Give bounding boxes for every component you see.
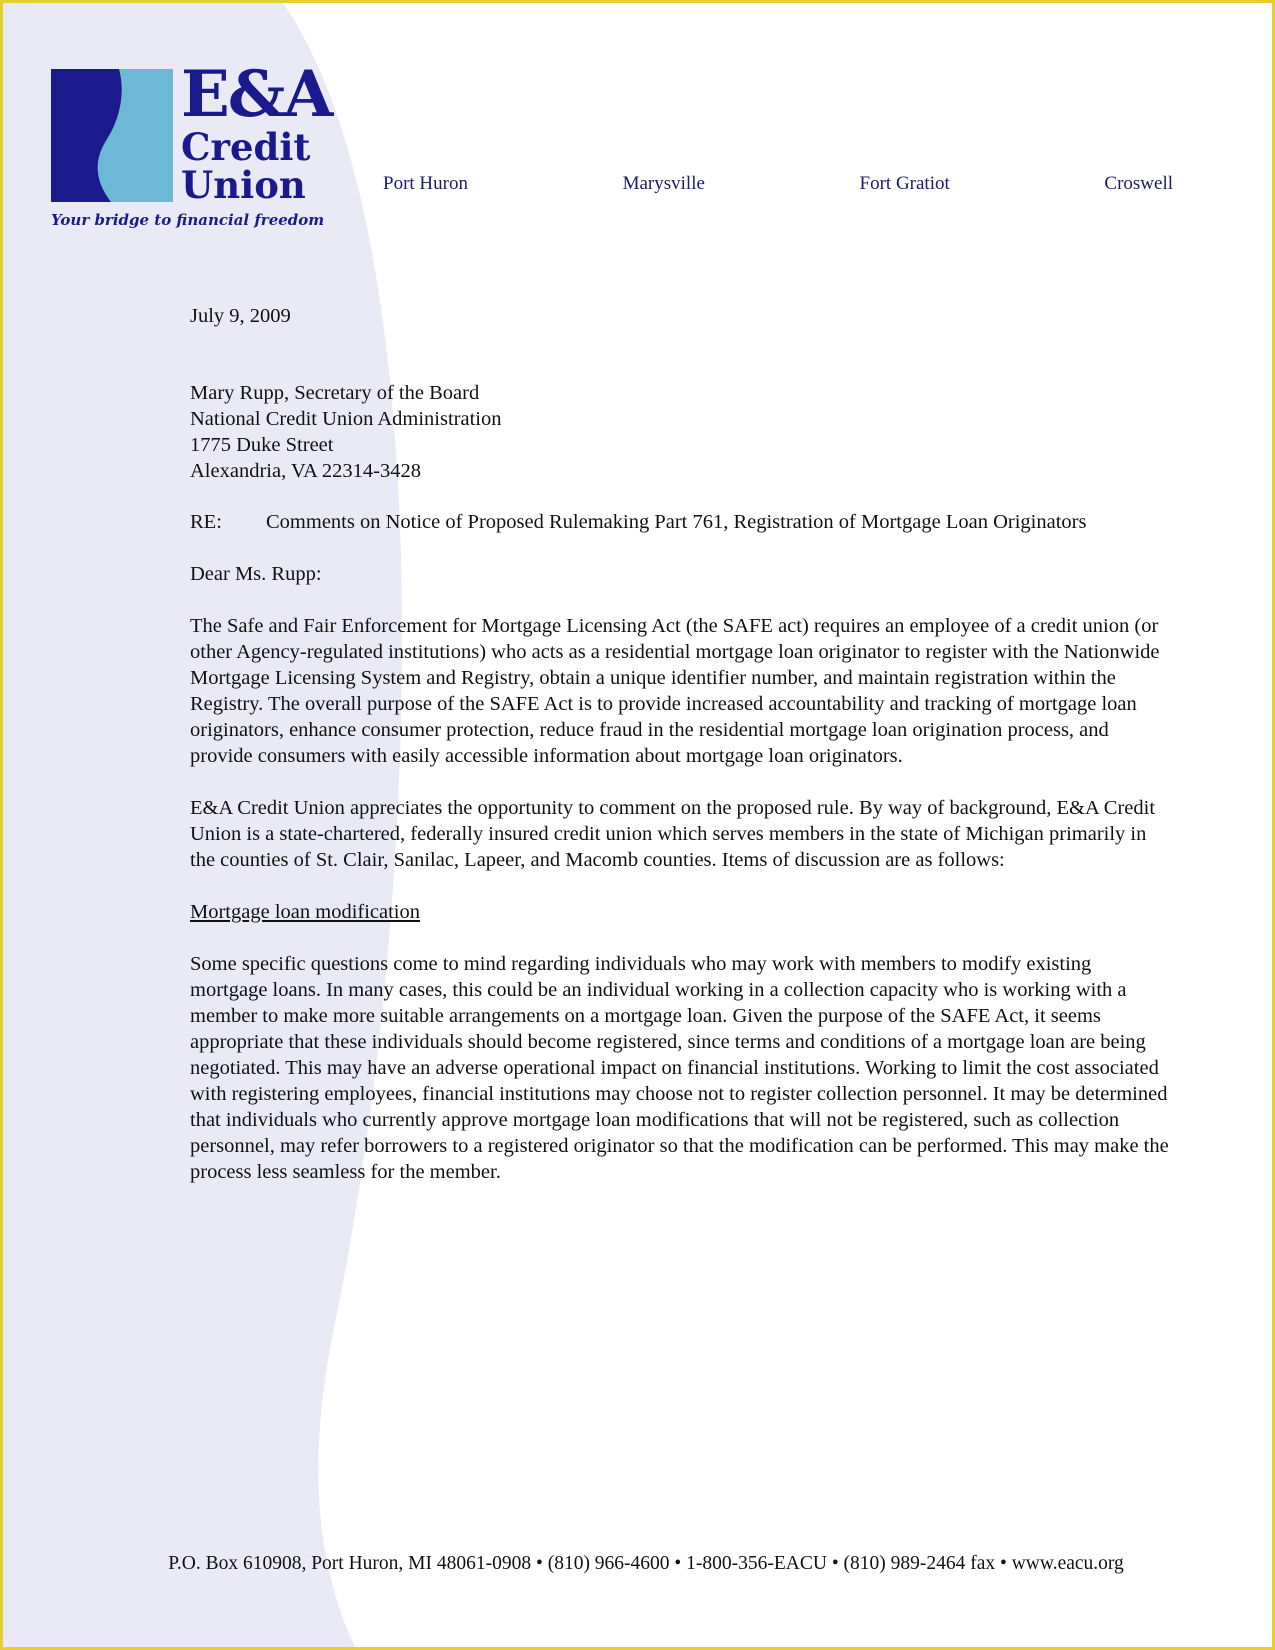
recipient-line: National Credit Union Administration — [190, 408, 502, 430]
recipient-line: Alexandria, VA 22314-3428 — [190, 460, 421, 482]
logo-word-credit: Credit — [181, 125, 311, 169]
branch-locations — [383, 173, 1173, 195]
letter-date: July 9, 2009 — [190, 305, 291, 327]
recipient-address — [190, 380, 1170, 484]
branch-marysville: Marysville — [622, 173, 705, 194]
subject-line — [190, 509, 1170, 535]
logo-word-union: Union — [181, 163, 306, 207]
subject-label: RE: — [190, 511, 222, 533]
section-heading: Mortgage loan modification — [190, 901, 420, 923]
subject-text: Comments on Notice of Proposed Rulemaking Part 761, Registration of Mortgage Loan Originators — [266, 511, 1087, 533]
paragraph-loan-modification: Some specific questions come to mind regarding individuals who may work with members to modify existing mortgage loans. In many cases, this could be an individual working in a collection capacity who is working with a member to make more suitable arrangements on a mortgage loan. Given the purpose of the SAFE Act, it seems appropriate that these individuals should become registered, since terms and conditions of a mortgage loan are being negotiated. This may have an adverse operational impact on financial institutions. Working to limit the cost associated with registering employees, financial institutions may choose not to register collection personnel. It may be determined that individuals who currently approve mortgage loan modifications that will not be registered, such as collection personnel, may refer borrowers to a registered originator so that the modification can be performed. This may make the process less seamless for the member. — [190, 953, 1169, 1183]
paragraph-safe-act: The Safe and Fair Enforcement for Mortgage Licensing Act (the SAFE act) requires an employee of a credit union (or other Agency-regulated institutions) who acts as a residential mortgage loan originator to register with the Nationwide Mortgage Licensing System and Registry, obtain a unique identifier number, and maintain registration within the Registry. The overall purpose of the SAFE Act is to provide increased accountability and tracking of mortgage loan originators, enhance consumer protection, reduce fraud in the residential mortgage loan origination process, and provide consumers with easily accessible information about mortgage loan originators. — [190, 615, 1160, 767]
letter-body — [190, 303, 1170, 1211]
salutation: Dear Ms. Rupp: — [190, 563, 322, 585]
recipient-line: 1775 Duke Street — [190, 434, 334, 456]
paragraph-background: E&A Credit Union appreciates the opportunity to comment on the proposed rule. By way of background, E&A Credit Union is a state-chartered, federally insured credit union which serves members in the state of Michigan primarily in the counties of St. Clair, Sanilac, Lapeer, and Macomb counties. Items of discussion are as follows: — [190, 797, 1156, 871]
branch-port-huron: Port Huron — [383, 173, 468, 194]
bridge-logo-icon — [51, 69, 173, 202]
footer-contact: P.O. Box 610908, Port Huron, MI 48061-0908 • (810) 966-4600 • 1-800-356-EACU • (810) 989-2464 fax • www.eacu.org — [168, 1553, 1124, 1574]
logo-tagline: Your bridge to financial freedom — [51, 211, 325, 229]
recipient-line: Mary Rupp, Secretary of the Board — [190, 382, 480, 404]
branch-croswell: Croswell — [1104, 173, 1173, 194]
credit-union-logo — [51, 57, 381, 238]
logo-word-ea: E&A — [181, 57, 332, 132]
branch-fort-gratiot: Fort Gratiot — [859, 173, 950, 194]
